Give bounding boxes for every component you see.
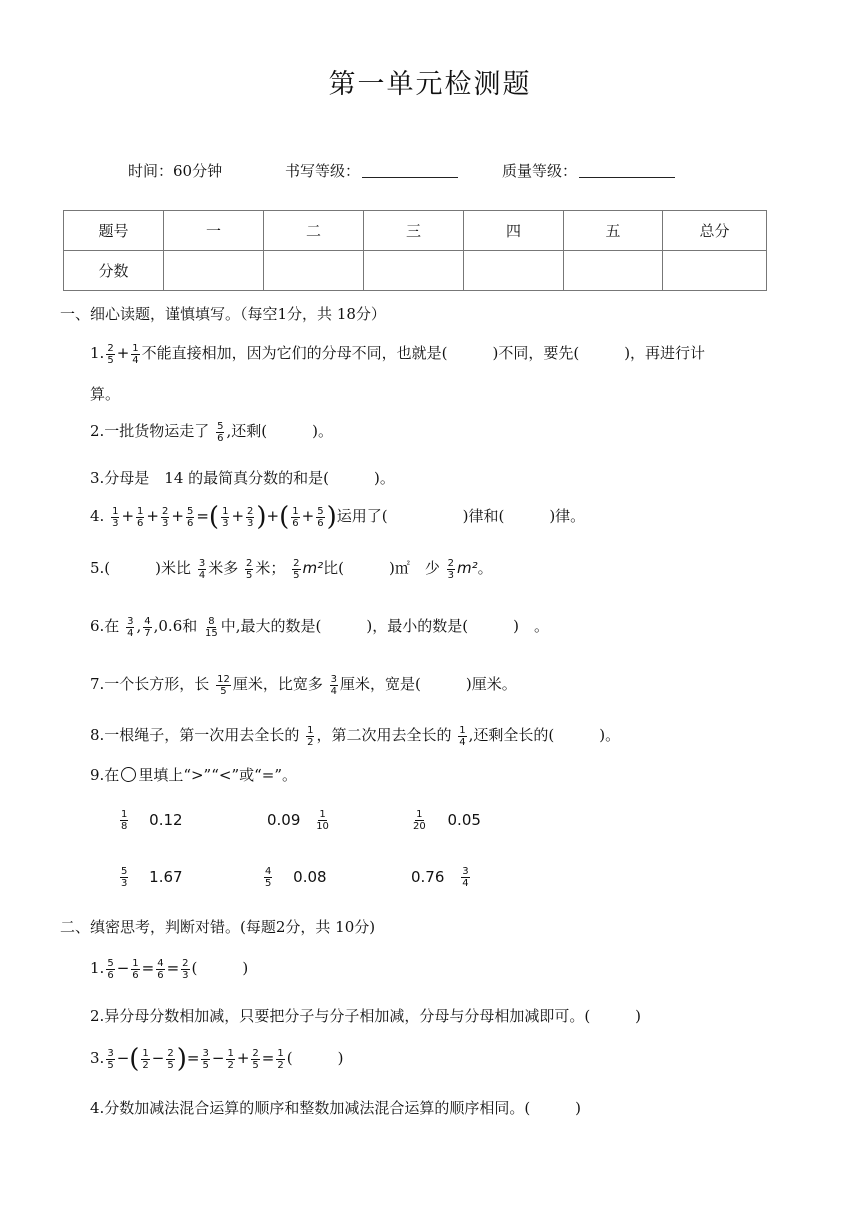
q-text: 2.一批货物运走了 <box>90 422 210 440</box>
compare-item: 0.76 $\frac{3}{4}$ <box>411 866 469 889</box>
compare-item: $\frac{4}{5}$ 0.08 <box>265 866 327 889</box>
fraction: $\frac{5}{6}$ <box>217 420 224 444</box>
fraction: $\frac{2}{5}$ <box>107 342 114 366</box>
score-cell[interactable] <box>663 251 767 291</box>
compare-item: $\frac{1}{20}$ 0.05 <box>413 809 481 832</box>
circle-icon <box>121 767 136 782</box>
question-1-5: 5.( )米比 $\frac{3}{4}$ 米多 $\frac{2}{5}$ 米； $\frac{2}{5}$ m²比( )㎡ 少 $\frac{2}{3}$ m²。 <box>90 557 493 581</box>
score-header-row <box>64 211 767 251</box>
score-header-cell: 三 <box>364 211 464 251</box>
score-table <box>63 210 767 291</box>
writing-grade-label: 书写等级： <box>285 162 361 180</box>
question-1-1-cont: 算。 <box>90 385 121 403</box>
question-2-1: 1. $\frac{5}{6}$ − $\frac{1}{6}$ = $\frac{4}{6}$ = $\frac{2}{3}$ ( ) <box>90 957 249 981</box>
question-1-6: 6.在 $\frac{3}{4}$ , $\frac{4}{7}$ ,0.6和 $\frac{8}{15}$ 中,最大的数是( )，最小的数是( ) 。 <box>90 615 549 639</box>
question-1-1 <box>90 342 705 366</box>
question-2-4: 4.分数加减法混合运算的顺序和整数加减法混合运算的顺序相同。( ) <box>90 1099 582 1117</box>
question-1-4: 4. $\frac{1}{3}$ + $\frac{1}{6}$ + $\frac{2}{3}$ + $\frac{5}{6}$ =( $\frac{1}{3}$ + $\frac{2}{3}$ )+( $\frac{1}{6}$ + $\frac{5}{6}$ )运用了( )律和( )律。 <box>90 502 586 532</box>
question-1-3: 3.分母是 14 的最简真分数的和是( )。 <box>90 469 395 487</box>
score-value-row <box>64 251 767 291</box>
compare-item: $\frac{5}{3}$ 1.67 <box>121 866 183 889</box>
score-cell[interactable] <box>564 251 663 291</box>
quality-grade <box>502 160 675 181</box>
question-1-9: 9.在 里填上“>”“<”或“=”。 <box>90 766 298 784</box>
score-header-cell: 一 <box>164 211 264 251</box>
q-text: 不能直接相加，因为它们的分母不同，也就是( )不同，要先( )，再进行计 <box>141 344 706 362</box>
q-text: ,还剩( )。 <box>226 422 333 440</box>
compare-item: 0.09 $\frac{1}{10}$ <box>267 809 329 832</box>
question-2-2: 2.异分母分数相加减，只要把分子与分子相加减，分母与分母相加减即可。( ) <box>90 1007 642 1025</box>
quality-grade-blank[interactable] <box>579 163 675 178</box>
time-label: 时间：60分钟 <box>128 162 223 180</box>
q-text: 运用了( )律和( )律。 <box>336 507 586 525</box>
score-header-cell: 五 <box>564 211 663 251</box>
score-header-cell: 题号 <box>64 211 164 251</box>
question-1-8: 8.一根绳子，第一次用去全长的 $\frac{1}{2}$ ，第二次用去全长的 $\frac{1}{4}$ ,还剩全长的( )。 <box>90 724 621 748</box>
fraction: $\frac{1}{4}$ <box>132 342 139 366</box>
section2-heading: 二、缜密思考，判断对错。(每题2分，共 10分) <box>60 918 376 936</box>
score-header-cell: 二 <box>264 211 364 251</box>
writing-grade <box>285 160 458 181</box>
section1-heading: 一、细心读题，谨慎填写。（每空1分，共 18分） <box>60 305 386 323</box>
score-cell[interactable] <box>464 251 564 291</box>
plus-sign: + <box>116 344 130 362</box>
q-number: 1. <box>90 344 105 362</box>
quality-grade-label: 质量等级： <box>502 162 578 180</box>
score-cell[interactable] <box>264 251 364 291</box>
score-cell[interactable] <box>164 251 264 291</box>
q-number: 4. <box>90 507 105 525</box>
compare-item: $\frac{1}{8}$ 0.12 <box>121 809 183 832</box>
score-header-cell: 总分 <box>663 211 767 251</box>
page-title: 第一单元检测题 <box>328 69 532 100</box>
score-header-cell: 四 <box>464 211 564 251</box>
writing-grade-blank[interactable] <box>362 163 458 178</box>
question-1-7: 7.一个长方形，长 $\frac{12}{5}$ 厘米，比宽多 $\frac{3}{4}$ 厘米，宽是( )厘米。 <box>90 673 517 697</box>
question-2-3: 3. $\frac{3}{5}$ −( $\frac{1}{2}$ − $\frac{2}{5}$ )= $\frac{3}{5}$ − $\frac{1}{2}$ + $\frac{2}{5}$ = $\frac{1}{2}$ ( ) <box>90 1044 344 1074</box>
question-1-2 <box>90 420 333 444</box>
score-cell[interactable] <box>364 251 464 291</box>
score-row-label: 分数 <box>64 251 164 291</box>
